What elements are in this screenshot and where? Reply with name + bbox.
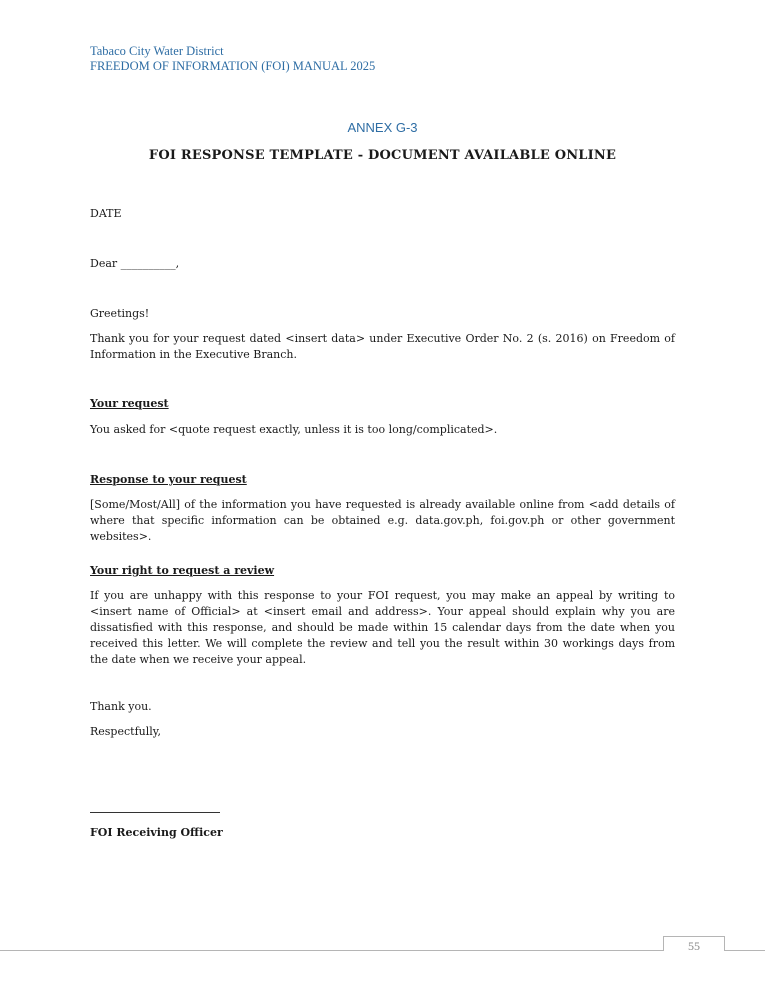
section-heading-your-request: Your request (90, 397, 169, 410)
section-body-review: If you are unhappy with this response to your FOI request, you may make an appeal by writing to <insert name of Official> at <insert email and address>. Your appeal should explain why you are dissatisfied with this response, and should be made within 15 calendar days from the date when you received this letter. We will complete the review and tell you the result within 30 workings days from the date when we receive your appeal. (90, 589, 675, 666)
page-number: 55 (688, 939, 700, 953)
page-title: FOI RESPONSE TEMPLATE - DOCUMENT AVAILABLE ONLINE (148, 148, 617, 163)
signatory-title: FOI Receiving Officer (90, 826, 223, 839)
letter-closing: Respectfully, (90, 725, 162, 738)
letter-thanks: Thank you. (90, 700, 152, 713)
section-heading-response: Response to your request (90, 473, 247, 486)
letter-greeting: Greetings! (90, 307, 150, 320)
letter-date: DATE (90, 207, 122, 220)
letter-intro: Thank you for your request dated <insert data> under Executive Order No. 2 (s. 2016) on Freedom of Information in the Executive Branch. (90, 332, 675, 361)
signature-line (90, 812, 220, 813)
footer-rule (0, 950, 765, 951)
section-body-response: [Some/Most/All] of the information you have requested is already available online from <add details of where that specific information can be obtained e.g. data.gov.ph, foi.gov.ph or other government websites>. (90, 498, 675, 543)
annex-label: ANNEX G-3 (347, 120, 418, 135)
section-body-your-request: You asked for <quote request exactly, unless it is too long/complicated>. (90, 423, 498, 436)
header-manual-title: FREEDOM OF INFORMATION (FOI) MANUAL 2025 (90, 59, 376, 73)
section-heading-review: Your right to request a review (90, 564, 275, 577)
header-org-name: Tabaco City Water District (90, 44, 224, 58)
letter-salutation: Dear __________, (90, 257, 180, 270)
